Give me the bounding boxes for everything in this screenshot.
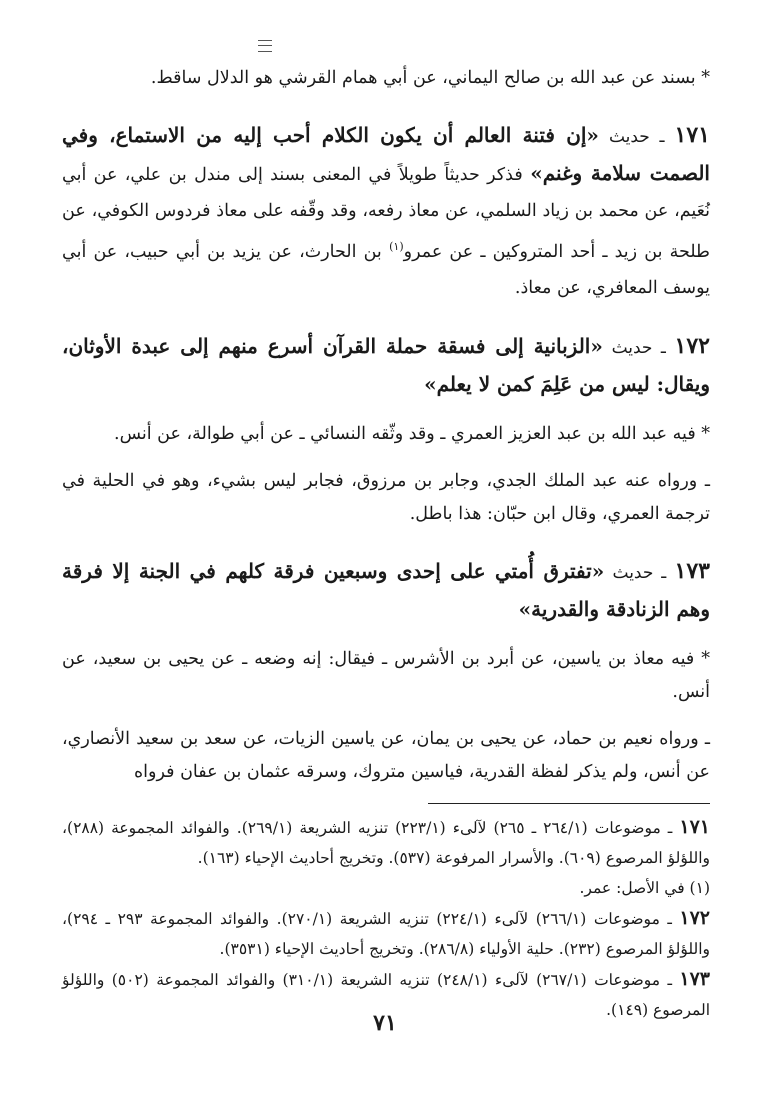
hadith-173 (62, 553, 710, 629)
footnote-divider (428, 803, 710, 804)
hadith-label: ـ حديث (611, 338, 666, 358)
footnote-ref: (١) (389, 240, 404, 253)
hadith-number: ١٧٢ (674, 333, 710, 359)
hadith-172 (62, 328, 710, 404)
footnote-number: ١٧١ (679, 816, 710, 838)
hadith-number: ١٧١ (674, 122, 710, 148)
hadith-172-note-1: * فيه عبد الله بن عبد العزيز العمري ـ وقد وثّقه النسائي ـ عن أبي طوالة، عن أنس. (114, 424, 710, 444)
footnote-text: ـ موضوعات (٢٦٦/١) لآلىء (٢٢٤/١) تنزيه الشريعة (٢٧٠/١). والفوائد المجموعة ٢٩٣ ـ ٢٩٤)، واللؤلؤ المرصوع (٢٣٢). حلية الأولياء (٢٨٦/٨). وتخريج أحاديث الإحياء (٣٥٣١). (62, 910, 710, 958)
hadith-label: ـ حديث (612, 563, 667, 583)
hadith-173-note-2: ـ ورواه نعيم بن حماد، عن يحيى بن يمان، عن ياسين الزيات، عن سعد بن سعيد الأنصاري، عن أنس، ولم يذكر لفظة القدرية، فياسين متروك، وسرقه عثمان بن عفان فرواه (62, 729, 710, 782)
hadith-title: «إن فتنة العالم أن يكون الكلام أحب إليه من الاستماع، وفي الصمت سلامة وغنم» (62, 123, 710, 185)
footnote-text: ـ موضوعات (٢٦٤/١ ـ ٢٦٥) لآلىء (٢٢٣/١) تنزيه الشريعة (٢٦٩/١). والفوائد المجموعة (٢٨٨)، واللؤلؤ المرصوع (٦٠٩). والأسرار المرفوعة (٥٣٧). وتخريج أحاديث الإحياء (١٦٣). (62, 819, 710, 867)
footnote-text: ـ موضوعات (٢٦٧/١) لآلىء (٢٤٨/١) تنزيه الشريعة (٣١٠/١) والفوائد المجموعة (٥٠٢) واللؤلؤ المرصوع (١٤٩). (62, 971, 710, 1019)
hadith-title: «تفترق أُمتي على إحدى وسبعين فرقة كلهم في الجنة إلا فرقة وهم الزنادقة والقدرية» (62, 559, 710, 621)
hadith-173-note-1: * فيه معاذ بن ياسين، عن أبرد بن الأشرس ـ فيقال: إنه وضعه ـ عن يحيى بن سعيد، عن أنس. (62, 649, 710, 702)
hadith-171 (62, 117, 710, 306)
hadith-body: فذكر حديثاً طويلاً في المعنى بسند إلى مندل بن علي، عن أبي نُعَيم، عن محمد بن زياد السلمي، عن معاذ رفعه، وقد وقّفه على معاذ فردوس الكوفي، عن طلحة بن زيد ـ أحد المتروكين ـ عن عمرو (62, 165, 710, 262)
page-mark (258, 40, 272, 52)
page-number: ٧١ (373, 1010, 397, 1036)
footnote-number: ١٧٢ (679, 907, 711, 929)
footnote-172 (62, 903, 710, 964)
footnote-1: (١) في الأصل: عمر. (579, 879, 710, 897)
hadith-172-note-2: ـ ورواه عنه عبد الملك الجدي، وجابر بن مرزوق، فجابر ليس بشيء، وهو في الحلية في ترجمة العمري، وقال ابن حبّان: هذا باطل. (62, 471, 710, 524)
hadith-label: ـ حديث (608, 127, 665, 147)
footnote-number: ١٧٣ (679, 968, 711, 990)
intro-line: * بسند عن عبد الله بن صالح اليماني، عن أبي همام القرشي هو الدلال ساقط. (150, 68, 710, 88)
hadith-number: ١٧٣ (674, 558, 710, 584)
footnote-171 (62, 812, 710, 873)
hadith-body-end: بن الحارث، عن يزيد بن أبي حبيب، عن أبي يوسف المعافري، عن معاذ. (62, 242, 710, 298)
hadith-title: «الزبانية إلى فسقة حملة القرآن أسرع منهم إلى عبدة الأوثان، ويقال: ليس من عَلِمَ كمن لا يعلم» (62, 334, 710, 396)
